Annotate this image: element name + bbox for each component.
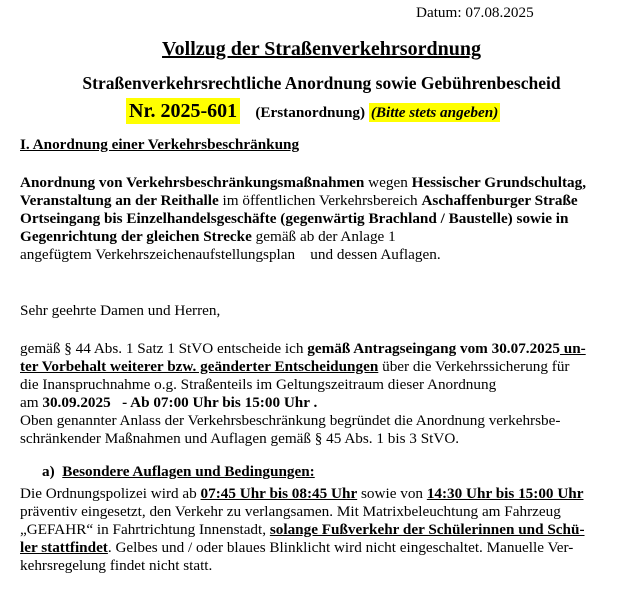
para2-line2 bbox=[20, 358, 569, 376]
text: gemäß ab der Anlage 1 bbox=[251, 228, 396, 245]
para2-line3: die Inanspruchnahme o.g. Straßenteils im Geltungszeitraum dieser Anordnung bbox=[20, 376, 497, 393]
text: wegen bbox=[364, 174, 412, 191]
suba-line5: kehrsregelung findet nicht statt. bbox=[20, 557, 213, 574]
para2-line1 bbox=[20, 340, 586, 358]
text: im öffentlichen Verkehrsbereich bbox=[218, 192, 422, 209]
text-bold: Anordnung von Verkehrsbeschränkungsmaßnahmen bbox=[20, 174, 365, 191]
section-heading: I. Anordnung einer Verkehrsbeschränkung bbox=[20, 136, 300, 153]
list-label: a) bbox=[42, 463, 55, 480]
para1-line5: angefügtem Verkehrszeichenaufstellungsplan und dessen Auflagen. bbox=[20, 246, 441, 263]
text-bold-underlined: solange Fußverkehr der Schülerinnen und Schü- bbox=[269, 521, 585, 538]
text: . Gelbes und / oder blaues Blinklicht wird nicht eingeschaltet. Manuelle Ver- bbox=[107, 539, 574, 556]
suba-line4 bbox=[20, 539, 573, 557]
para2-line5: Oben genannter Anlass der Verkehrsbeschränkung begründet die Anordnung verkehrsbe- bbox=[20, 412, 561, 429]
document-date: Datum: 07.08.2025 bbox=[416, 4, 534, 21]
text-bold-underlined: 07:45 Uhr bis 08:45 Uhr bbox=[200, 485, 358, 502]
text-bold-underlined: ter Vorbehalt weiterer bzw. geänderter Entscheidungen bbox=[20, 358, 379, 375]
subsection-title: Besondere Auflagen und Bedingungen: bbox=[62, 463, 315, 480]
text-bold: Hessischer Grundschultag, bbox=[411, 174, 586, 191]
order-number-line bbox=[126, 100, 500, 122]
text-bold: 30.09.2025 - Ab 07:00 Uhr bis 15:00 Uhr bbox=[42, 394, 310, 411]
greeting: Sehr geehrte Damen und Herren, bbox=[20, 302, 221, 319]
para1-line3: Ortseingang bis Einzelhandelsgeschäfte (gegenwärtig Brachland / Baustelle) sowie in bbox=[20, 210, 569, 227]
text: Die Ordnungspolizei wird ab bbox=[20, 485, 201, 502]
text: über die Verkehrssicherung für bbox=[378, 358, 570, 375]
order-number: Nr. 2025-601 bbox=[126, 98, 240, 124]
suba-line3 bbox=[20, 521, 585, 539]
document-title: Vollzug der Straßenverkehrsordnung bbox=[162, 38, 481, 60]
text-bold-underlined: 14:30 Uhr bis 15:00 Uhr bbox=[426, 485, 584, 502]
para1-line2 bbox=[20, 192, 578, 210]
order-type: (Erstanordnung) bbox=[255, 104, 366, 121]
suba-line1 bbox=[20, 485, 583, 503]
document-subtitle: Straßenverkehrsrechtliche Anordnung sowie Gebührenbescheid bbox=[82, 73, 561, 93]
para1-line1 bbox=[20, 174, 586, 192]
text: „GEFAHR“ in Fahrtrichtung Innenstadt, bbox=[20, 521, 270, 538]
text-bold-underlined: ler stattfindet bbox=[20, 539, 108, 556]
suba-line2: präventiv eingesetzt, den Verkehr zu verlangsamen. Mit Matrixbeleuchtung am Fahrzeug bbox=[20, 503, 561, 520]
para2-line6: schränkender Maßnahmen und Auflagen gemäß § 45 Abs. 1 bis 3 StVO. bbox=[20, 430, 460, 447]
para1-line4 bbox=[20, 228, 396, 246]
text: sowie von bbox=[357, 485, 427, 502]
text: am bbox=[20, 394, 43, 411]
subsection-a-heading bbox=[42, 463, 315, 481]
text-bold: gemäß Antragseingang vom 30.07.2025 bbox=[307, 340, 560, 357]
order-hint: (Bitte stets angeben) bbox=[370, 104, 499, 121]
text-bold: . bbox=[309, 394, 318, 411]
text: gemäß § 44 Abs. 1 Satz 1 StVO entscheide ich bbox=[20, 340, 308, 357]
text-bold: Veranstaltung an der Reithalle bbox=[20, 192, 219, 209]
text-bold: Gegenrichtung der gleichen Strecke bbox=[20, 228, 252, 245]
text-bold-underlined: un- bbox=[559, 340, 586, 357]
para2-line4 bbox=[20, 394, 317, 412]
text-bold: Aschaffenburger Straße bbox=[421, 192, 578, 209]
